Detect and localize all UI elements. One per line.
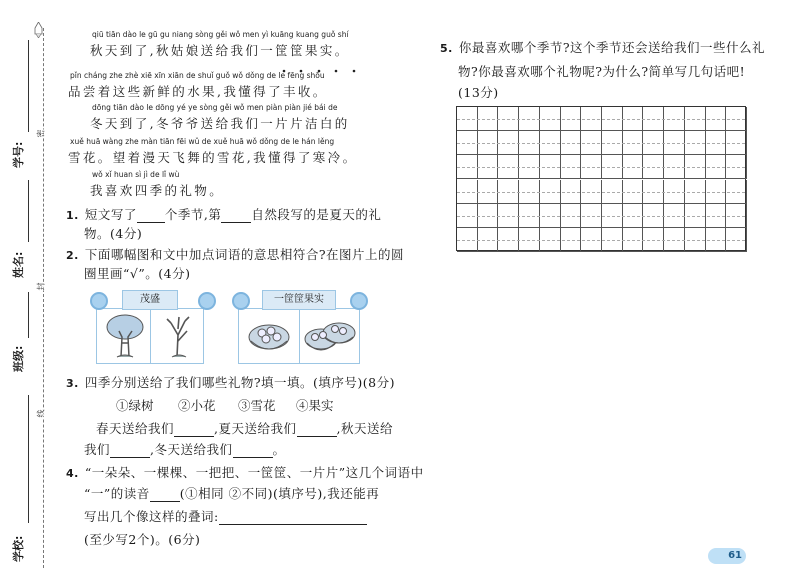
- multiple-baskets-icon[interactable]: [303, 313, 357, 359]
- passage-p2-pinyin: pǐn cháng zhe zhè xiē xīn xiān de shuǐ guǒ wǒ dǒng de le fēng shōu: [70, 71, 325, 80]
- question-1-line2: 物。(4分): [84, 226, 143, 241]
- student-number-label: 学号:: [12, 141, 25, 168]
- passage-p3-pinyin: dōng tiān dào le dōng yé ye sòng gěi wǒ men piàn piàn jié bái de: [92, 103, 338, 112]
- passage-p5-pinyin: wǒ xǐ huan sì jì de lǐ wù: [92, 170, 180, 179]
- q1-blank-seasons[interactable]: [137, 210, 165, 223]
- name-label: 姓名:: [12, 251, 25, 278]
- question-5: 5. 你最喜欢哪个季节?这个季节还会送给我们一些什么礼: [440, 40, 766, 55]
- q3-blank-spring[interactable]: [174, 424, 214, 437]
- grid-row-midline: [457, 192, 745, 193]
- option-little-flower: ②小花: [178, 398, 216, 413]
- q3-blank-winter[interactable]: [233, 445, 273, 458]
- name-line: [28, 180, 29, 242]
- question-3-number: 3.: [66, 377, 79, 390]
- school-label: 学校:: [12, 535, 25, 562]
- question-4-line2: “一”的读音 (①相同 ②不同)(填序号),我还能再: [84, 486, 380, 501]
- binding-dashed-line: [43, 28, 44, 568]
- seal-mark-middle: 封: [36, 282, 46, 291]
- option-fruit: ④果实: [296, 398, 334, 413]
- seal-mark-bottom: 线: [36, 409, 46, 418]
- question-4-number: 4.: [66, 467, 79, 480]
- ribbon-medal-right-2: [350, 292, 368, 310]
- page-number: 61: [728, 550, 742, 561]
- school-line: [28, 395, 29, 523]
- question-4: 4. “一朵朵、一棵棵、一把把、一筐筐、一片片”这几个词语中: [66, 465, 424, 480]
- question-3-fill-line1: 春天送给我们 ,夏天送给我们 ,秋天送给: [96, 421, 393, 436]
- picture-set-lush: [96, 308, 204, 364]
- ribbon-medal-left-1: [90, 292, 108, 310]
- passage-p1-pinyin: qiū tiān dào le gū gu niang sòng gěi wǒ men yì kuāng kuang guǒ shí: [92, 30, 349, 39]
- question-2: 2. 下面哪幅图和文中加点词语的意思相符合?在图片上的圆: [66, 247, 405, 262]
- passage-p3-text: 冬天到了,冬爷爷送给我们一片片洁白的: [90, 116, 350, 131]
- grid-row-midline: [457, 119, 745, 120]
- grid-row-midline: [457, 240, 745, 241]
- passage-p4-text: 雪花。望着漫天飞舞的雪花,我懂得了寒冷。: [68, 150, 358, 165]
- grid-row-midline: [457, 143, 745, 144]
- lush-tree-icon[interactable]: [105, 313, 145, 359]
- class-label: 班级:: [12, 345, 25, 372]
- writing-grid[interactable]: [456, 106, 746, 251]
- page-number-badge: [708, 548, 746, 564]
- ribbon-medal-right-1: [232, 292, 250, 310]
- question-2-number: 2.: [66, 249, 79, 262]
- question-2-line2: 圈里画“√”。(4分): [84, 266, 191, 281]
- grid-row-midline: [457, 216, 745, 217]
- question-3-fill-line2: 我们 ,冬天送给我们 。: [84, 442, 286, 457]
- passage-p4-pinyin: xuě huā wàng zhe màn tiān fēi wǔ de xuě huā wǒ dǒng de le hán lěng: [70, 137, 335, 146]
- option-green-tree: ①绿树: [116, 398, 154, 413]
- question-1: 1. 短文写了 个季节,第 自然段写的是夏天的礼: [66, 207, 382, 222]
- passage-p1-text: 秋天到了,秋姑娘送给我们一筐筐果实。: [90, 43, 350, 58]
- tag-fruit-baskets: 一筐筐果实: [262, 290, 336, 310]
- q3-blank-autumn[interactable]: [110, 445, 150, 458]
- student-number-line: [28, 40, 29, 132]
- passage-p5-text: 我喜欢四季的礼物。: [90, 183, 225, 198]
- grid-row-midline: [457, 167, 745, 168]
- seal-mark-top: 密: [36, 129, 46, 138]
- option-snowflake: ③雪花: [238, 398, 276, 413]
- emphasis-dots-fruit: [268, 58, 388, 62]
- passage-p2-text: 品尝着这些新鲜的水果,我懂得了丰收。: [68, 84, 328, 99]
- single-basket-icon[interactable]: [245, 317, 293, 357]
- picture-set-fruit-baskets: [238, 308, 360, 364]
- question-5-number: 5.: [440, 42, 453, 55]
- question-4-line3: 写出几个像这样的叠词:: [84, 507, 367, 525]
- tag-lush: 茂盛: [122, 290, 178, 310]
- question-5-line3: (13分): [458, 85, 499, 100]
- q3-blank-summer[interactable]: [297, 424, 337, 437]
- q1-blank-paragraph[interactable]: [221, 210, 251, 223]
- question-1-number: 1.: [66, 209, 79, 222]
- question-3: 3. 四季分别送给了我们哪些礼物?填一填。(填序号)(8分): [66, 375, 396, 390]
- q4-blank-pronunciation[interactable]: [150, 489, 180, 502]
- ribbon-medal-left-2: [198, 292, 216, 310]
- q4-blank-reduplicated-words[interactable]: [219, 512, 367, 525]
- bare-tree-icon[interactable]: [159, 313, 199, 359]
- question-5-line2: 物?你最喜欢哪个礼物呢?为什么?简单写几句话吧!: [458, 64, 746, 79]
- class-line: [28, 292, 29, 338]
- question-4-line4: (至少写2个)。(6分): [84, 532, 201, 547]
- rocket-icon: [34, 22, 43, 38]
